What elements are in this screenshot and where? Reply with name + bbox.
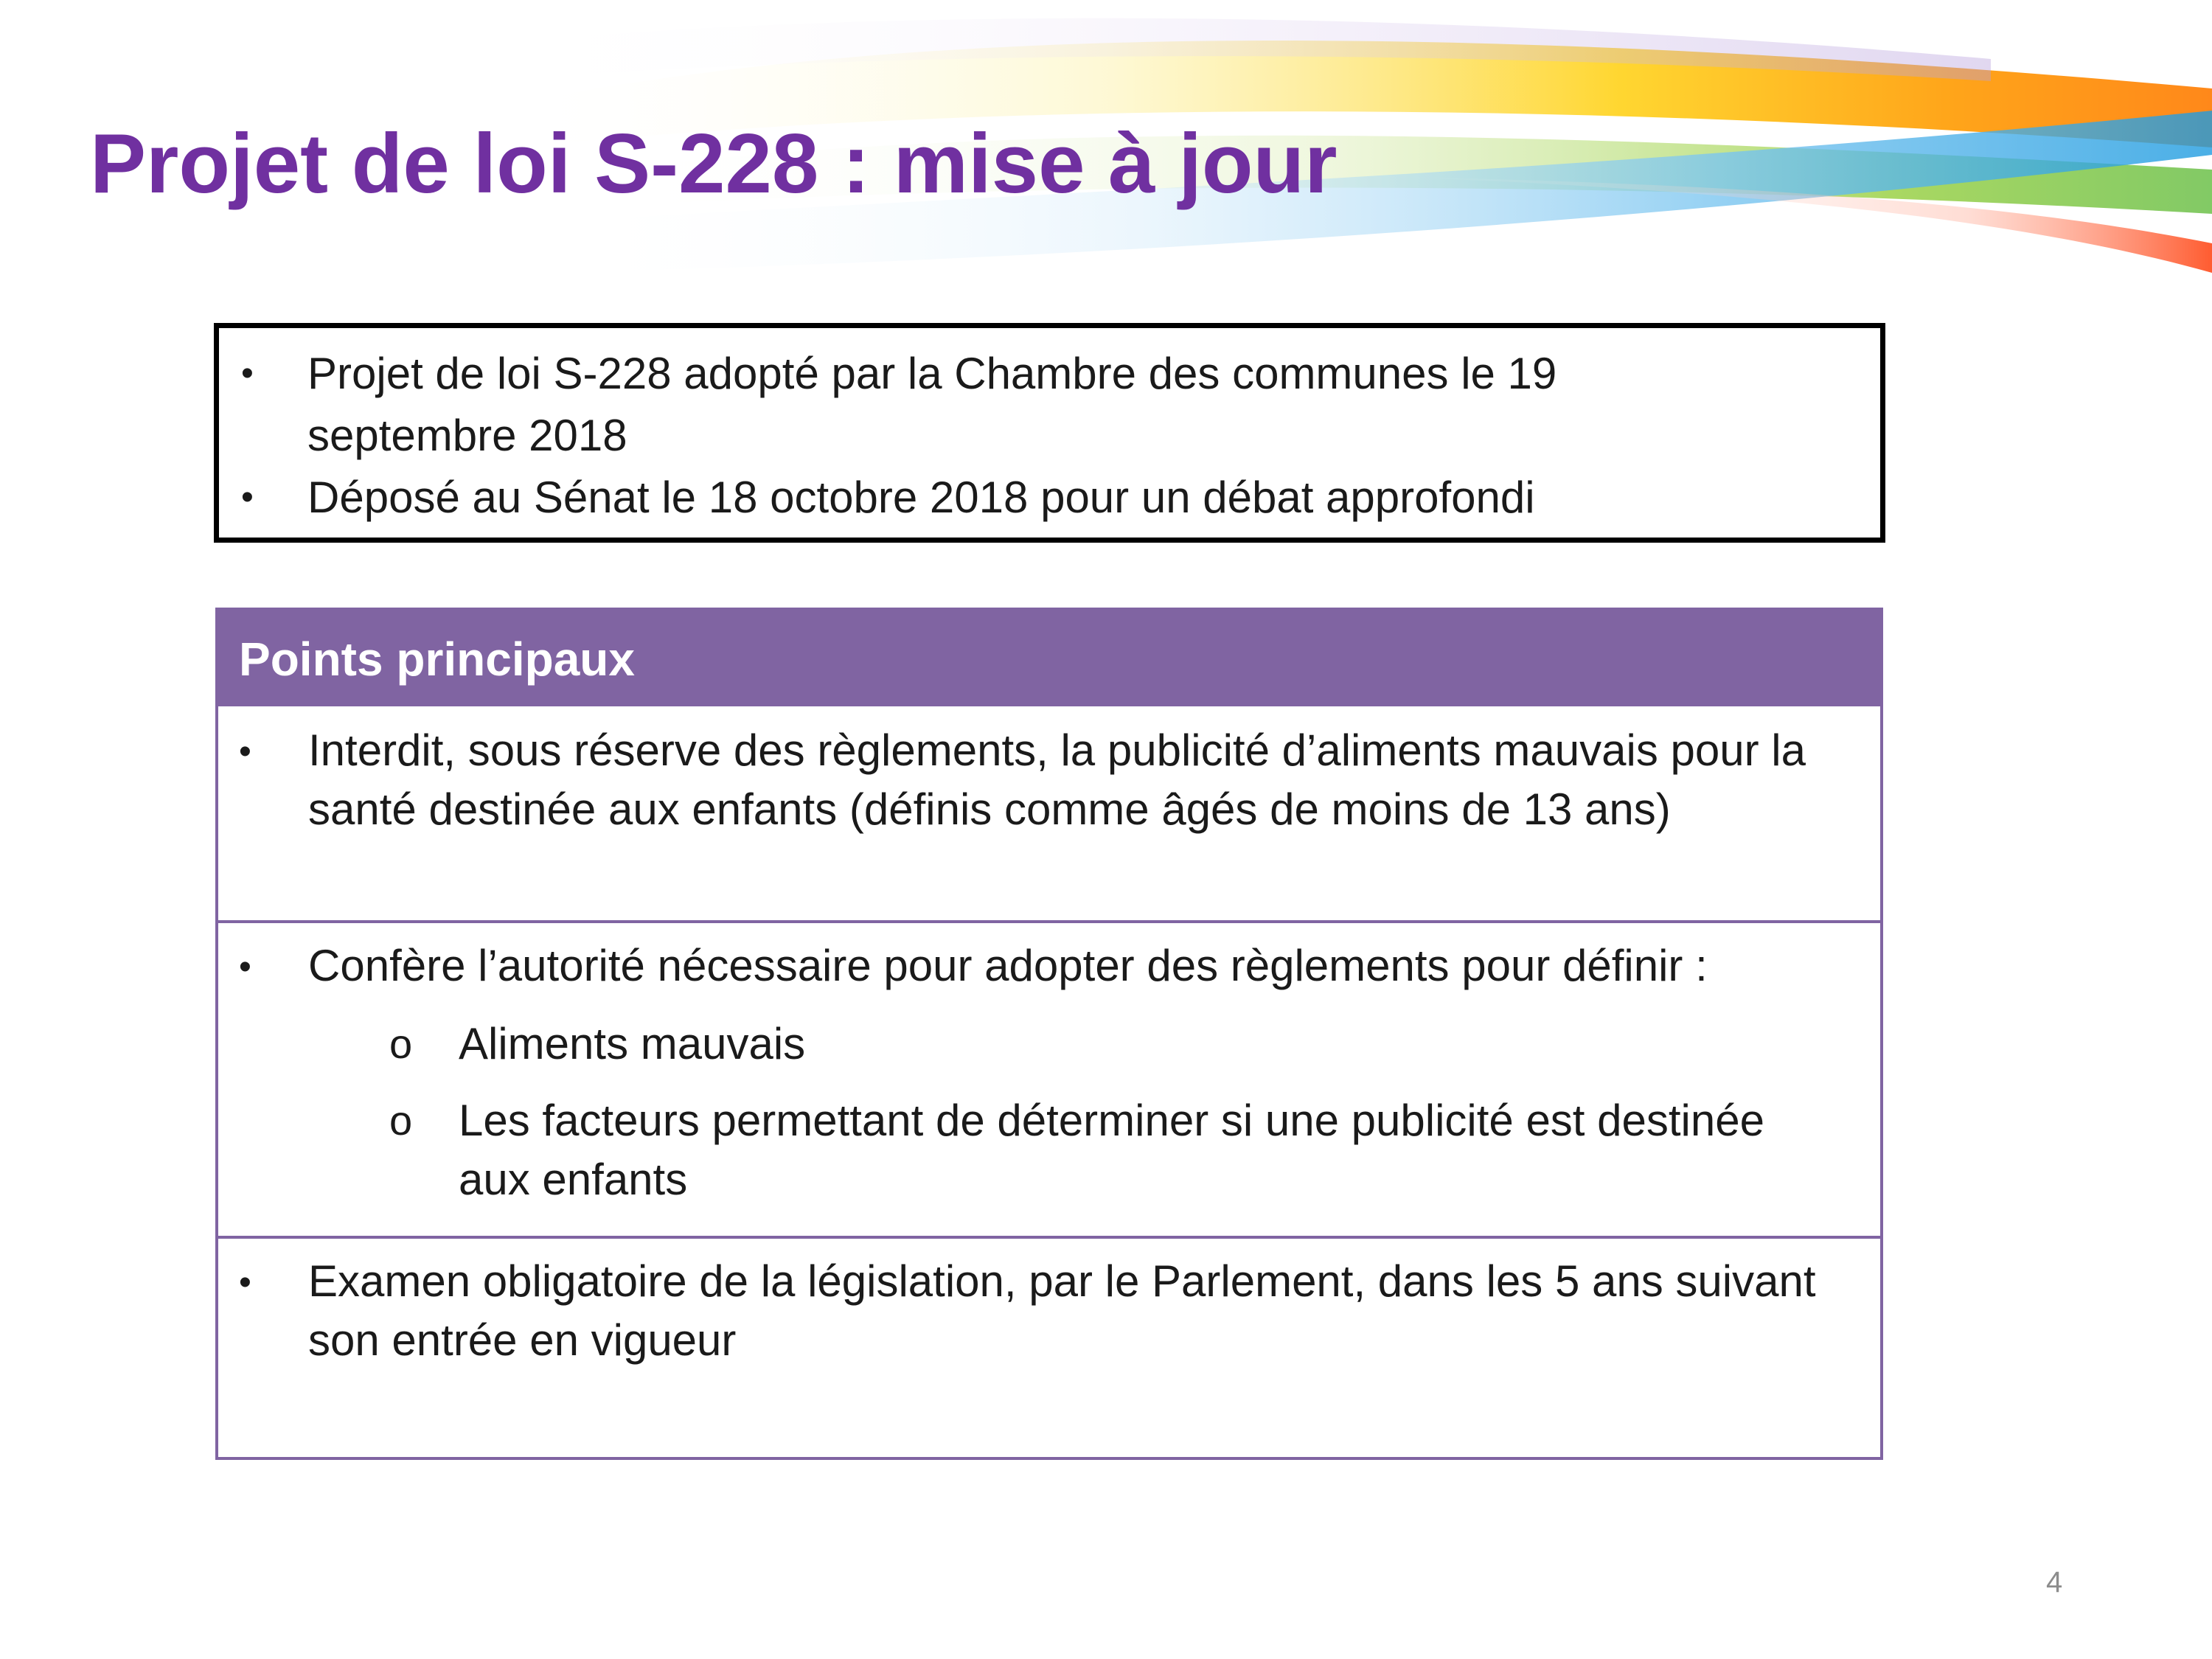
points-table-header	[218, 611, 1880, 706]
bullet-icon: •	[241, 354, 254, 393]
bullet-icon: •	[239, 1263, 251, 1302]
row-2-sub-2-line-2: aux enfants	[459, 1155, 688, 1204]
points-table	[215, 608, 1883, 1460]
intro-bullet-2-line-1: Déposé au Sénat le 18 octobre 2018 pour un débat approfondi	[307, 473, 1535, 522]
row-2-sub-1-line-1: Aliments mauvais	[459, 1019, 806, 1068]
bullet-icon: •	[241, 478, 254, 517]
points-table-header-label: Points principaux	[239, 633, 635, 686]
row-1-line-2: santé destinée aux enfants (définis comme âgés de moins de 13 ans)	[308, 785, 1671, 834]
row-3-line-1: Examen obligatoire de la législation, par le Parlement, dans les 5 ans suivant	[308, 1256, 1816, 1306]
bullet-icon: •	[239, 732, 251, 771]
row-divider	[218, 1236, 1880, 1239]
sub-bullet-icon: o	[389, 1097, 413, 1144]
row-3-line-2: son entrée en vigueur	[308, 1315, 737, 1365]
page-number: 4	[2046, 1566, 2063, 1599]
intro-bullet-1-line-2: septembre 2018	[307, 411, 627, 460]
sub-bullet-icon: o	[389, 1020, 413, 1067]
slide-title: Projet de loi S-228 : mise à jour	[90, 117, 1338, 211]
intro-box	[214, 323, 1885, 543]
bullet-icon: •	[239, 947, 251, 987]
row-2-line-1: Confère l’autorité nécessaire pour adopter des règlements pour définir :	[308, 941, 1708, 990]
row-2-sub-2-line-1: Les facteurs permettant de déterminer si une publicité est destinée	[459, 1096, 1764, 1145]
row-1-line-1: Interdit, sous réserve des règlements, la publicité d’aliments mauvais pour la	[308, 726, 1806, 775]
intro-bullet-1-line-1: Projet de loi S-228 adopté par la Chambre des communes le 19	[307, 349, 1557, 398]
row-divider	[218, 920, 1880, 923]
